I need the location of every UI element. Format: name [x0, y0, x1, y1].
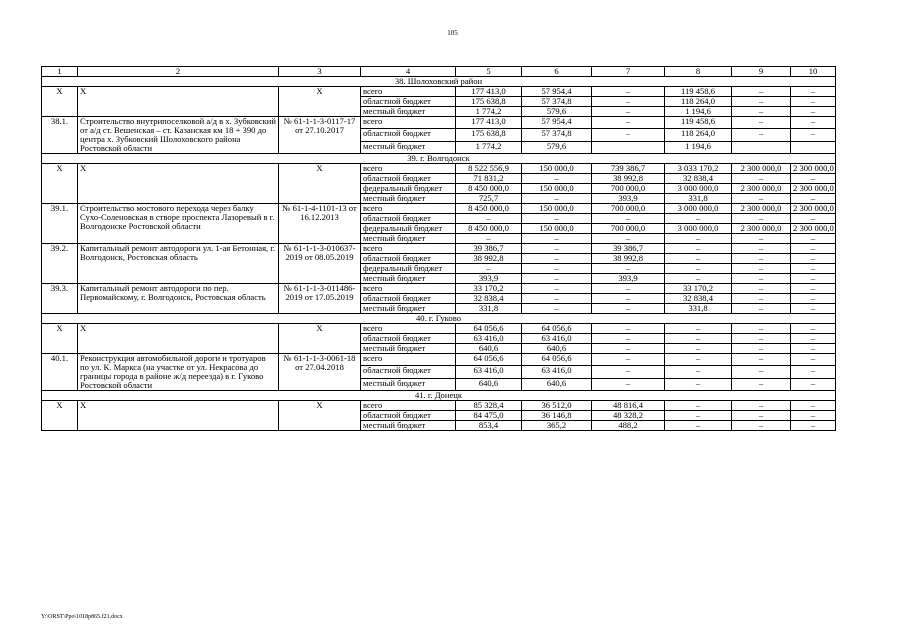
item-document: X [279, 324, 361, 354]
amount-cell: – [592, 366, 665, 378]
item-document: X [279, 401, 361, 431]
amount-cell: – [732, 354, 791, 366]
section-row [42, 77, 836, 87]
amount-cell: 71 831,2 [456, 174, 522, 184]
amount-cell: – [665, 354, 732, 366]
amount-cell: 64 056,6 [456, 354, 522, 366]
amount-cell: 640,6 [522, 344, 592, 354]
amount-cell: – [732, 174, 791, 184]
file-path-footer: Y:\ORST\Ppo\1018p865.f21.docx [41, 614, 123, 620]
item-document: № 61-1-1-3-0061-18 от 27.04.2018 [279, 354, 361, 391]
amount-cell: 8 450 000,0 [456, 204, 522, 214]
budget-source: всего [361, 164, 456, 174]
amount-cell: 57 954,4 [522, 117, 592, 129]
amount-cell: – [592, 284, 665, 294]
amount-cell: – [791, 378, 836, 390]
page-number: 105 [447, 29, 458, 37]
amount-cell: 63 416,0 [522, 334, 592, 344]
amount-cell: 1 194,6 [665, 141, 732, 153]
amount-cell: – [791, 334, 836, 344]
amount-cell: 33 170,2 [456, 284, 522, 294]
amount-cell: – [791, 214, 836, 224]
amount-cell: 3 000 000,0 [665, 204, 732, 214]
amount-cell: – [665, 244, 732, 254]
amount-cell: – [791, 284, 836, 294]
amount-cell: 177 413,0 [456, 87, 522, 97]
amount-cell: 640,6 [456, 378, 522, 390]
amount-cell: 63 416,0 [456, 334, 522, 344]
amount-cell: 2 300 000,0 [732, 204, 791, 214]
amount-cell: – [791, 366, 836, 378]
amount-cell: 150 000,0 [522, 204, 592, 214]
item-number: X [42, 164, 78, 204]
item-name: Капитальный ремонт автодороги ул. 1-ая Бетонная, г. Волгодонск, Ростовская область [78, 244, 279, 284]
amount-cell: 579,6 [522, 141, 592, 153]
item-number: 39.3. [42, 284, 78, 314]
amount-cell: 8 450 000,0 [456, 224, 522, 234]
amount-cell: 39 386,7 [456, 244, 522, 254]
amount-cell: 64 056,6 [522, 324, 592, 334]
amount-cell: 64 056,6 [456, 324, 522, 334]
budget-source: областной бюджет [361, 174, 456, 184]
amount-cell: – [665, 366, 732, 378]
item-name: X [78, 164, 279, 204]
budget-source: местный бюджет [361, 378, 456, 390]
amount-cell: – [592, 107, 665, 117]
item-document: № 61-1-4-1101-13 от 16.12.2013 [279, 204, 361, 244]
item-number: 40.1. [42, 354, 78, 391]
item-number: X [42, 401, 78, 431]
amount-cell: 32 838,4 [665, 174, 732, 184]
amount-cell: – [592, 129, 665, 141]
item-document: X [279, 87, 361, 117]
item-name: X [78, 401, 279, 431]
amount-cell: – [522, 234, 592, 244]
amount-cell: 38 992,8 [592, 254, 665, 264]
amount-cell: 393,9 [456, 274, 522, 284]
amount-cell: – [522, 284, 592, 294]
column-number: 2 [78, 67, 279, 77]
amount-cell: – [791, 411, 836, 421]
column-number: 1 [42, 67, 78, 77]
amount-cell: 725,7 [456, 194, 522, 204]
amount-cell: 119 458,6 [665, 117, 732, 129]
amount-cell: 85 328,4 [456, 401, 522, 411]
amount-cell: 2 300 000,0 [791, 204, 836, 214]
item-number: 39.1. [42, 204, 78, 244]
amount-cell: 38 992,8 [592, 174, 665, 184]
amount-cell: – [665, 234, 732, 244]
amount-cell: 175 638,8 [456, 129, 522, 141]
amount-cell: – [456, 234, 522, 244]
item-name: Строительство внутрипоселковой а/д в х. Зубковский от а/д ст. Вешенская – ст. Казанская км 18 + 390 до центра х. Зубковский Шолоховского района Ростовской области [78, 117, 279, 154]
amount-cell: – [592, 97, 665, 107]
amount-cell: 84 475,0 [456, 411, 522, 421]
budget-source: всего [361, 284, 456, 294]
budget-source: местный бюджет [361, 194, 456, 204]
amount-cell: 175 638,8 [456, 97, 522, 107]
budget-source: всего [361, 87, 456, 97]
amount-cell: 393,9 [592, 274, 665, 284]
amount-cell: – [732, 421, 791, 431]
column-number-row [42, 67, 836, 77]
amount-cell: – [592, 87, 665, 97]
budget-source: местный бюджет [361, 344, 456, 354]
budget-source: всего [361, 117, 456, 129]
amount-cell: 579,6 [522, 107, 592, 117]
amount-cell: – [791, 117, 836, 129]
table-row [42, 354, 836, 366]
item-document: № 61-1-1-3-011486-2019 от 17.05.2019 [279, 284, 361, 314]
column-number: 3 [279, 67, 361, 77]
item-document: № 61-1-1-3-010637-2019 от 08.05.2019 [279, 244, 361, 284]
amount-cell: – [522, 274, 592, 284]
budget-source: областной бюджет [361, 97, 456, 107]
amount-cell: 739 386,7 [592, 164, 665, 174]
amount-cell: 150 000,0 [522, 164, 592, 174]
amount-cell: – [791, 107, 836, 117]
amount-cell: – [592, 304, 665, 314]
amount-cell: – [791, 324, 836, 334]
amount-cell [791, 141, 836, 153]
section-row [42, 391, 836, 401]
amount-cell: 331,8 [456, 304, 522, 314]
table-row [42, 87, 836, 97]
amount-cell: – [791, 194, 836, 204]
amount-cell: – [791, 234, 836, 244]
budget-table [41, 66, 836, 431]
amount-cell: – [732, 284, 791, 294]
amount-cell: – [791, 87, 836, 97]
amount-cell: – [665, 274, 732, 284]
amount-cell: 2 300 000,0 [732, 184, 791, 194]
budget-source: местный бюджет [361, 234, 456, 244]
amount-cell: – [522, 194, 592, 204]
amount-cell: – [665, 378, 732, 390]
item-name: Реконструкция автомобильной дороги и тротуаров по ул. К. Маркса (на участке от ул. Некрасова до границы города в районе ж/д переезда) в г. Гуково Ростовской области [78, 354, 279, 391]
amount-cell: – [522, 294, 592, 304]
amount-cell: 57 374,8 [522, 97, 592, 107]
amount-cell: 700 000,0 [592, 224, 665, 234]
amount-cell: – [791, 254, 836, 264]
budget-source: всего [361, 204, 456, 214]
amount-cell: – [732, 107, 791, 117]
amount-cell: 150 000,0 [522, 184, 592, 194]
item-name: X [78, 87, 279, 117]
amount-cell: – [732, 244, 791, 254]
amount-cell: – [522, 244, 592, 254]
column-number: 9 [732, 67, 791, 77]
amount-cell: – [592, 378, 665, 390]
item-number: 39.2. [42, 244, 78, 284]
budget-source: федеральный бюджет [361, 184, 456, 194]
amount-cell: 1 774,2 [456, 141, 522, 153]
amount-cell: – [522, 254, 592, 264]
budget-source: областной бюджет [361, 214, 456, 224]
amount-cell: 1 774,2 [456, 107, 522, 117]
column-number: 4 [361, 67, 456, 77]
amount-cell: – [732, 401, 791, 411]
table-row [42, 324, 836, 334]
budget-source: всего [361, 354, 456, 366]
amount-cell: – [522, 214, 592, 224]
amount-cell: – [592, 354, 665, 366]
budget-source: местный бюджет [361, 304, 456, 314]
amount-cell [732, 141, 791, 153]
amount-cell: – [456, 214, 522, 224]
amount-cell: – [665, 334, 732, 344]
amount-cell: 48 816,4 [592, 401, 665, 411]
amount-cell: 177 413,0 [456, 117, 522, 129]
amount-cell: – [791, 304, 836, 314]
amount-cell: – [732, 129, 791, 141]
column-number: 6 [522, 67, 592, 77]
amount-cell: – [732, 304, 791, 314]
table-row [42, 117, 836, 129]
amount-cell: 393,9 [592, 194, 665, 204]
amount-cell: 331,8 [665, 194, 732, 204]
amount-cell: – [665, 344, 732, 354]
amount-cell: 57 954,4 [522, 87, 592, 97]
amount-cell: 32 838,4 [456, 294, 522, 304]
amount-cell: – [592, 214, 665, 224]
amount-cell: 3 000 000,0 [665, 184, 732, 194]
amount-cell: 2 300 000,0 [732, 164, 791, 174]
amount-cell: 119 458,6 [665, 87, 732, 97]
amount-cell: 700 000,0 [592, 204, 665, 214]
amount-cell: 63 416,0 [456, 366, 522, 378]
amount-cell: 48 328,2 [592, 411, 665, 421]
amount-cell: – [665, 421, 732, 431]
amount-cell: – [456, 264, 522, 274]
amount-cell: – [732, 378, 791, 390]
amount-cell: – [665, 214, 732, 224]
amount-cell: – [522, 304, 592, 314]
amount-cell: – [732, 194, 791, 204]
amount-cell: – [791, 264, 836, 274]
section-title: 40. г. Гуково [42, 314, 836, 324]
section-row [42, 154, 836, 164]
section-title: 38. Шолоховский район [42, 77, 836, 87]
amount-cell: – [665, 324, 732, 334]
amount-cell: 488,2 [592, 421, 665, 431]
amount-cell: – [732, 344, 791, 354]
amount-cell: – [732, 254, 791, 264]
amount-cell: 2 300 000,0 [791, 164, 836, 174]
amount-cell: – [522, 174, 592, 184]
budget-source: федеральный бюджет [361, 224, 456, 234]
amount-cell: – [791, 129, 836, 141]
item-number: X [42, 87, 78, 117]
amount-cell: – [665, 411, 732, 421]
item-name: Строительство мостового перехода через балку Сухо-Соленовская в створе проспекта Лазоревый в г. Волгодонске Ростовской области [78, 204, 279, 244]
amount-cell: 700 000,0 [592, 184, 665, 194]
column-number: 5 [456, 67, 522, 77]
table-row [42, 284, 836, 294]
amount-cell: – [732, 87, 791, 97]
amount-cell: 853,4 [456, 421, 522, 431]
budget-source: местный бюджет [361, 421, 456, 431]
amount-cell: 64 056,6 [522, 354, 592, 366]
amount-cell: – [592, 264, 665, 274]
amount-cell: – [732, 274, 791, 284]
budget-source: местный бюджет [361, 141, 456, 153]
amount-cell: 63 416,0 [522, 366, 592, 378]
amount-cell: – [791, 97, 836, 107]
amount-cell: 36 146,8 [522, 411, 592, 421]
budget-source: областной бюджет [361, 366, 456, 378]
amount-cell: – [592, 117, 665, 129]
section-title: 39. г. Волгодонск [42, 154, 836, 164]
budget-source: областной бюджет [361, 294, 456, 304]
amount-cell: 2 300 000,0 [732, 224, 791, 234]
item-name: Капитальный ремонт автодороги по пер. Первомайскому, г. Волгодонск, Ростовская область [78, 284, 279, 314]
amount-cell: – [665, 264, 732, 274]
table-row [42, 401, 836, 411]
budget-source: областной бюджет [361, 411, 456, 421]
amount-cell: – [791, 421, 836, 431]
amount-cell: – [791, 354, 836, 366]
amount-cell: – [732, 234, 791, 244]
amount-cell: 57 374,8 [522, 129, 592, 141]
budget-source: всего [361, 244, 456, 254]
budget-source: всего [361, 401, 456, 411]
amount-cell: 36 512,0 [522, 401, 592, 411]
table-row [42, 244, 836, 254]
amount-cell: – [732, 366, 791, 378]
amount-cell: – [732, 214, 791, 224]
item-number: 38.1. [42, 117, 78, 154]
amount-cell: – [592, 234, 665, 244]
amount-cell: – [732, 264, 791, 274]
amount-cell: 39 386,7 [592, 244, 665, 254]
amount-cell: – [732, 324, 791, 334]
amount-cell: 118 264,0 [665, 129, 732, 141]
amount-cell: – [592, 344, 665, 354]
section-row [42, 314, 836, 324]
budget-source: местный бюджет [361, 107, 456, 117]
item-number: X [42, 324, 78, 354]
amount-cell: – [665, 254, 732, 264]
column-number: 7 [592, 67, 665, 77]
column-number: 10 [791, 67, 836, 77]
budget-source: всего [361, 324, 456, 334]
amount-cell: – [592, 334, 665, 344]
amount-cell: – [592, 324, 665, 334]
amount-cell: – [732, 334, 791, 344]
amount-cell: 3 000 000,0 [665, 224, 732, 234]
budget-source: областной бюджет [361, 334, 456, 344]
amount-cell: 8 522 556,9 [456, 164, 522, 174]
amount-cell: – [791, 401, 836, 411]
amount-cell: 32 838,4 [665, 294, 732, 304]
amount-cell: 150 000,0 [522, 224, 592, 234]
amount-cell: – [665, 401, 732, 411]
amount-cell: 38 992,8 [456, 254, 522, 264]
budget-source: местный бюджет [361, 274, 456, 284]
amount-cell: 365,2 [522, 421, 592, 431]
budget-source: областной бюджет [361, 129, 456, 141]
amount-cell: – [791, 344, 836, 354]
budget-source: федеральный бюджет [361, 264, 456, 274]
amount-cell: – [732, 294, 791, 304]
amount-cell: 118 264,0 [665, 97, 732, 107]
column-number: 8 [665, 67, 732, 77]
table-row [42, 164, 836, 174]
amount-cell: 2 300 000,0 [791, 224, 836, 234]
table-row [42, 204, 836, 214]
item-document: X [279, 164, 361, 204]
amount-cell: – [791, 244, 836, 254]
item-name: X [78, 324, 279, 354]
amount-cell: – [732, 97, 791, 107]
amount-cell: 331,8 [665, 304, 732, 314]
amount-cell: – [732, 117, 791, 129]
amount-cell: – [592, 294, 665, 304]
amount-cell: – [732, 411, 791, 421]
amount-cell: 2 300 000,0 [791, 184, 836, 194]
amount-cell [592, 141, 665, 153]
amount-cell: – [522, 264, 592, 274]
amount-cell: 640,6 [522, 378, 592, 390]
amount-cell: 1 194,6 [665, 107, 732, 117]
budget-source: областной бюджет [361, 254, 456, 264]
section-title: 41. г. Донецк [42, 391, 836, 401]
amount-cell: 3 033 170,2 [665, 164, 732, 174]
amount-cell: 8 450 000,0 [456, 184, 522, 194]
amount-cell: – [791, 294, 836, 304]
amount-cell: – [791, 174, 836, 184]
amount-cell: 640,6 [456, 344, 522, 354]
amount-cell: – [791, 274, 836, 284]
amount-cell: 33 170,2 [665, 284, 732, 294]
item-document: № 61-1-1-3-0117-17 от 27.10.2017 [279, 117, 361, 154]
